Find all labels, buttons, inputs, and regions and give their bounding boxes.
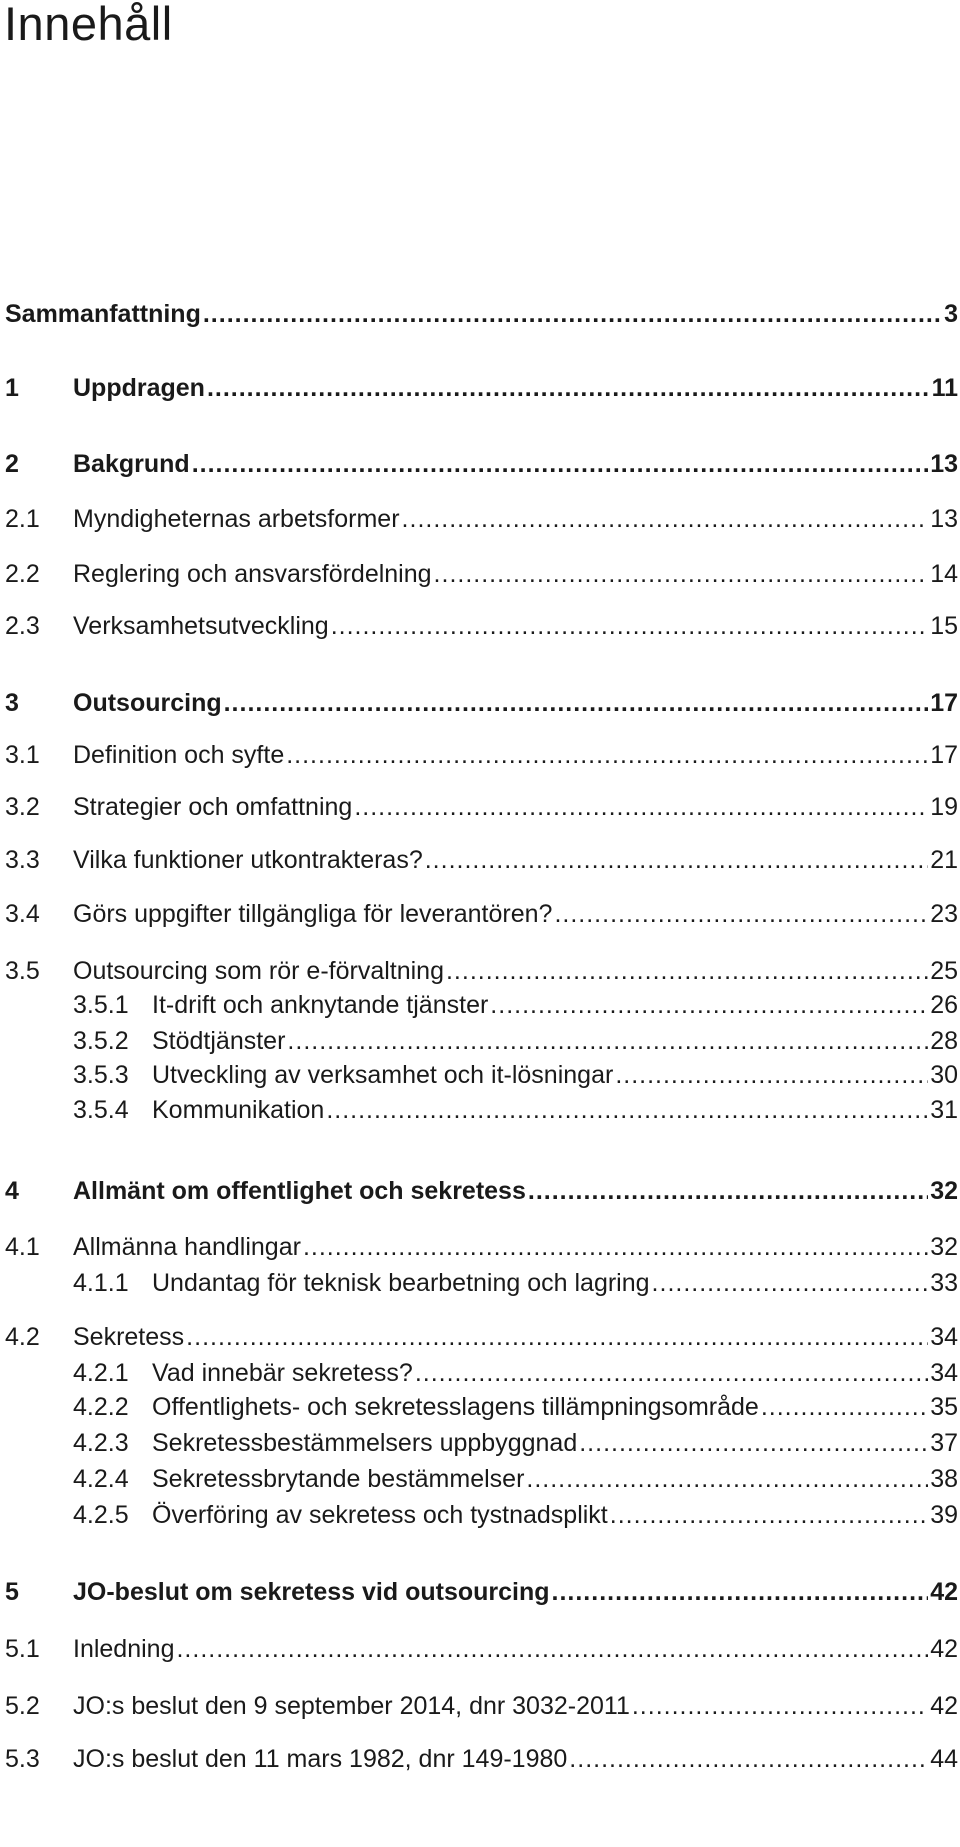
dot-leader [326, 1095, 928, 1125]
toc-entry-title: Sammanfattning [5, 300, 201, 328]
toc-entry-title: Verksamhetsutveckling [73, 612, 329, 640]
toc-entry[interactable] [0, 841, 958, 875]
toc-entry[interactable] [0, 1496, 958, 1530]
dot-leader [425, 845, 928, 875]
toc-entry-page-number: 37 [930, 1429, 958, 1457]
dot-leader [526, 1464, 928, 1494]
toc-entry-number: 4.2.4 [73, 1465, 129, 1493]
toc-entry-number: 1 [5, 374, 19, 402]
toc-entry-title: Outsourcing [73, 689, 222, 717]
toc-entry-page-number: 28 [930, 1027, 958, 1055]
toc-entry-number: 3.4 [5, 900, 40, 928]
toc-entry[interactable] [0, 1687, 958, 1721]
toc-entry-title: Sekretess [73, 1323, 185, 1351]
toc-entry-title: Allmänt om offentlighet och sekretess [73, 1177, 526, 1205]
toc-entry-page-number: 33 [930, 1269, 958, 1297]
toc-entry-number: 2.3 [5, 612, 40, 640]
toc-entry[interactable] [0, 1424, 958, 1458]
dot-leader [207, 373, 930, 403]
toc-entry-page-number: 19 [930, 793, 958, 821]
toc-entry[interactable] [0, 986, 958, 1020]
toc-entry[interactable] [0, 555, 958, 589]
toc-entry-page-number: 42 [930, 1578, 958, 1606]
toc-entry-title: Offentlighets- och sekretesslagens tillämpningsområde [152, 1393, 759, 1421]
dot-leader [192, 449, 929, 479]
dot-leader [610, 1500, 928, 1530]
toc-entry-page-number: 31 [930, 1096, 958, 1124]
dot-leader [446, 956, 928, 986]
toc-entry[interactable] [0, 607, 958, 641]
toc-entry-page-number: 32 [930, 1177, 958, 1205]
dot-leader [331, 611, 929, 641]
toc-entry[interactable] [0, 1022, 958, 1056]
dot-leader [415, 1358, 928, 1388]
toc-entry-title: Inledning [73, 1635, 175, 1663]
toc-entry-number: 5.1 [5, 1635, 40, 1663]
toc-entry-title: Utveckling av verksamhet och it-lösningar [152, 1061, 614, 1089]
toc-entry[interactable] [0, 1388, 958, 1422]
toc-entry[interactable] [0, 1460, 958, 1494]
toc-entry-number: 4.2.2 [73, 1393, 129, 1421]
toc-entry-title: Kommunikation [152, 1096, 325, 1124]
toc-entry-number: 3.5.3 [73, 1061, 129, 1089]
toc-entry-page-number: 17 [930, 689, 958, 717]
toc-entry[interactable] [0, 684, 958, 718]
dot-leader [303, 1232, 928, 1262]
dot-leader [632, 1691, 928, 1721]
dot-leader [286, 740, 928, 770]
toc-entry-page-number: 30 [930, 1061, 958, 1089]
toc-entry-page-number: 34 [930, 1359, 958, 1387]
toc-entry-page-number: 26 [930, 991, 958, 1019]
toc-entry-number: 4 [5, 1177, 19, 1205]
toc-entry-number: 3 [5, 689, 19, 717]
toc-entry-number: 3.2 [5, 793, 40, 821]
toc-entry-title: Görs uppgifter tillgängliga för leverantören? [73, 900, 553, 928]
toc-entry-number: 4.2 [5, 1323, 40, 1351]
toc-entry-number: 4.2.3 [73, 1429, 129, 1457]
dot-leader [761, 1392, 928, 1422]
dot-leader [554, 899, 928, 929]
toc-entry-number: 2.1 [5, 505, 40, 533]
toc-entry[interactable] [0, 1264, 958, 1298]
toc-entry[interactable] [0, 1056, 958, 1090]
toc-entry[interactable] [0, 788, 958, 822]
toc-entry[interactable] [0, 952, 958, 986]
dot-leader [569, 1744, 928, 1774]
dot-leader [552, 1577, 929, 1607]
dot-leader [186, 1322, 928, 1352]
toc-entry-page-number: 34 [930, 1323, 958, 1351]
toc-entry-title: Strategier och omfattning [73, 793, 353, 821]
toc-entry-number: 4.1 [5, 1233, 40, 1261]
toc-entry-number: 5.3 [5, 1745, 40, 1773]
dot-leader [224, 688, 929, 718]
toc-entry-number: 3.1 [5, 741, 40, 769]
toc-entry-number: 3.5 [5, 957, 40, 985]
toc-entry-page-number: 3 [944, 300, 958, 328]
toc-entry-number: 3.3 [5, 846, 40, 874]
toc-entry-number: 5 [5, 1578, 19, 1606]
toc-entry-number: 2.2 [5, 560, 40, 588]
toc-entry[interactable] [0, 1091, 958, 1125]
toc-entry-page-number: 39 [930, 1501, 958, 1529]
toc-entry-page-number: 17 [930, 741, 958, 769]
toc-entry[interactable] [0, 1740, 958, 1774]
toc-entry-number: 4.1.1 [73, 1269, 129, 1297]
toc-entry-page-number: 32 [930, 1233, 958, 1261]
toc-entry-number: 3.5.2 [73, 1027, 129, 1055]
toc-entry-title: Överföring av sekretess och tystnadsplikt [152, 1501, 608, 1529]
toc-entry-title: Reglering och ansvarsfördelning [73, 560, 432, 588]
toc-entry-page-number: 11 [931, 374, 958, 402]
toc-entry-number: 3.5.1 [73, 991, 129, 1019]
toc-entry-page-number: 13 [930, 450, 958, 478]
toc-entry-page-number: 23 [930, 900, 958, 928]
toc-entry-number: 4.2.1 [73, 1359, 129, 1387]
toc-entry-page-number: 38 [930, 1465, 958, 1493]
dot-leader [490, 990, 928, 1020]
toc-entry[interactable] [0, 1630, 958, 1664]
toc-entry[interactable] [0, 369, 958, 403]
toc-entry-page-number: 42 [930, 1635, 958, 1663]
toc-entry[interactable] [0, 1318, 958, 1352]
toc-entry-page-number: 44 [930, 1745, 958, 1773]
toc-entry-title: Definition och syfte [73, 741, 285, 769]
toc-entry-page-number: 14 [930, 560, 958, 588]
toc-entry-number: 4.2.5 [73, 1501, 129, 1529]
toc-entry-title: It-drift och anknytande tjänster [152, 991, 489, 1019]
toc-entry[interactable] [0, 736, 958, 770]
toc-entry[interactable] [0, 895, 958, 929]
toc-entry-title: Bakgrund [73, 450, 190, 478]
toc-entry-title: Vilka funktioner utkontrakteras? [73, 846, 423, 874]
dot-leader [579, 1428, 928, 1458]
toc-entry-title: Sekretessbrytande bestämmelser [152, 1465, 525, 1493]
toc-entry-page-number: 35 [930, 1393, 958, 1421]
toc-entry[interactable] [0, 500, 958, 534]
toc-entry-title: Uppdragen [73, 374, 205, 402]
toc-entry-title: Vad innebär sekretess? [152, 1359, 413, 1387]
toc-entry-page-number: 21 [930, 846, 958, 874]
dot-leader [287, 1026, 928, 1056]
toc-entry-number: 5.2 [5, 1692, 40, 1720]
toc-entry-title: JO:s beslut den 11 mars 1982, dnr 149-1980 [73, 1745, 568, 1773]
dot-leader [528, 1176, 928, 1206]
toc-entry-page-number: 42 [930, 1692, 958, 1720]
toc-entry-number: 3.5.4 [73, 1096, 129, 1124]
dot-leader [176, 1634, 928, 1664]
toc-entry[interactable] [0, 445, 958, 479]
toc-entry[interactable] [0, 295, 958, 329]
dot-leader [354, 792, 928, 822]
dot-leader [434, 559, 929, 589]
dot-leader [402, 504, 929, 534]
dot-leader [615, 1060, 928, 1090]
toc-entry-title: Myndigheternas arbetsformer [73, 505, 400, 533]
toc-entry-page-number: 13 [930, 505, 958, 533]
toc-entry-number: 2 [5, 450, 19, 478]
page-title: Innehåll [4, 0, 173, 50]
toc-entry-title: JO-beslut om sekretess vid outsourcing [73, 1578, 550, 1606]
toc-entry-page-number: 25 [930, 957, 958, 985]
dot-leader [203, 299, 942, 329]
toc-entry-title: Stödtjänster [152, 1027, 286, 1055]
toc-entry-title: JO:s beslut den 9 september 2014, dnr 3032-2011 [73, 1692, 630, 1720]
toc-entry-title: Undantag för teknisk bearbetning och lagring [152, 1269, 650, 1297]
toc-entry[interactable] [0, 1354, 958, 1388]
toc-entry-page-number: 15 [930, 612, 958, 640]
dot-leader [652, 1268, 929, 1298]
toc-entry-title: Sekretessbestämmelsers uppbyggnad [152, 1429, 578, 1457]
toc-entry-title: Outsourcing som rör e-förvaltning [73, 957, 444, 985]
toc-entry[interactable] [0, 1228, 958, 1262]
toc-entry[interactable] [0, 1573, 958, 1607]
toc-entry-title: Allmänna handlingar [73, 1233, 301, 1261]
toc-entry[interactable] [0, 1172, 958, 1206]
